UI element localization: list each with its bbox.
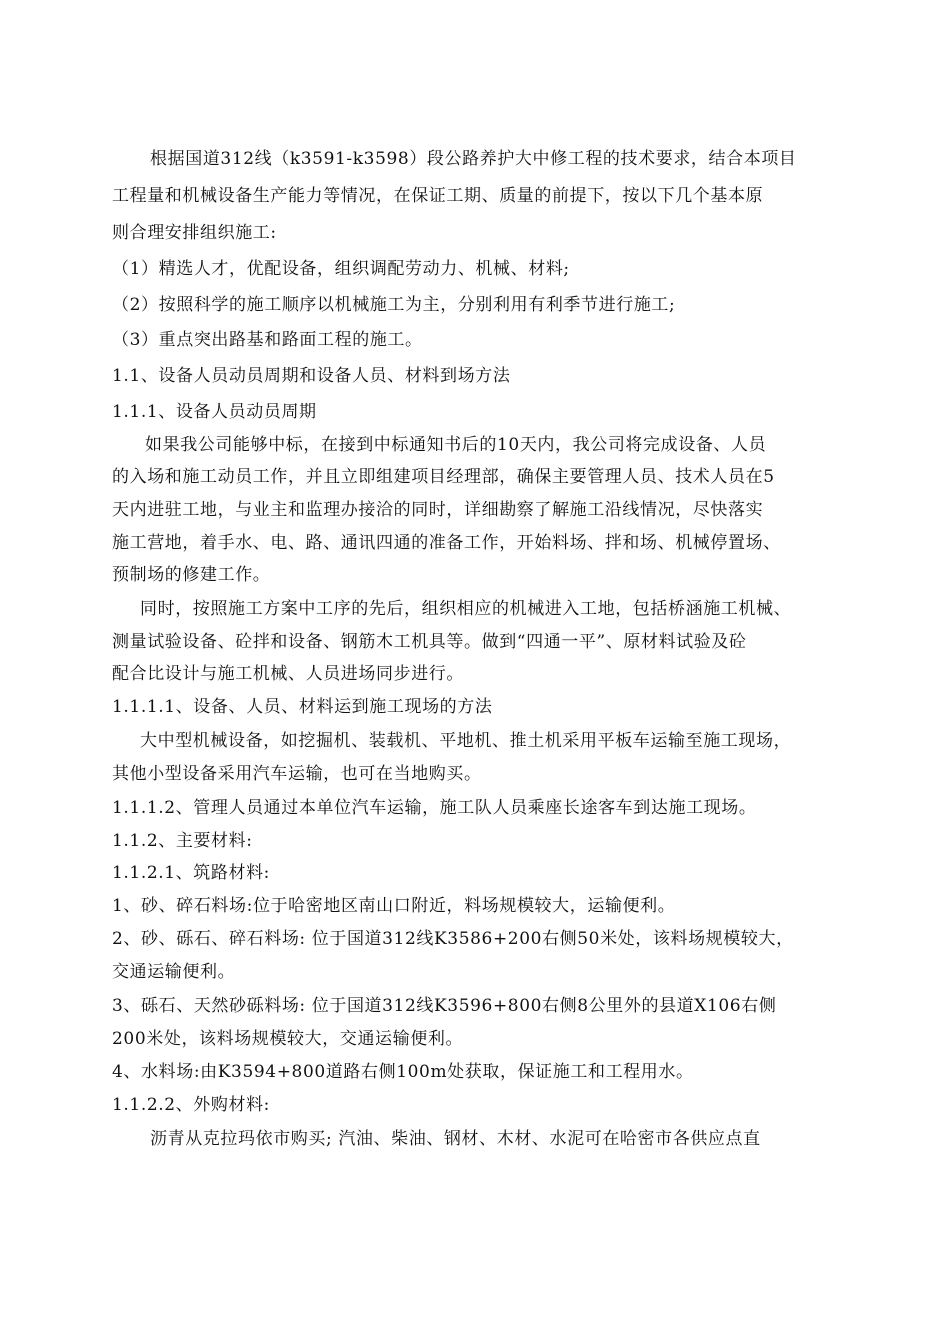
text-line: 的入场和施工动员工作，并且立即组建项目经理部，确保主要管理人员、技术人员在5 — [112, 467, 775, 487]
text-line: 交通运输便利。 — [112, 962, 236, 982]
text-line: 200米处，该料场规模较大，交通运输便利。 — [112, 1029, 464, 1049]
principle-item-2: （2）按照科学的施工顺序以机械施工为主，分别利用有利季节进行施工; — [112, 295, 676, 315]
section-heading-1-1: 1.1、设备人员动员周期和设备人员、材料到场方法 — [112, 366, 511, 386]
text-line: 施工营地，着手水、电、路、通讯四通的准备工作，开始料场、拌和场、机械停置场、 — [112, 533, 781, 553]
purchase-paragraph-line: 沥青从克拉玛依市购买; 汽油、柴油、钢材、木材、水泥可在哈密市各供应点直 — [150, 1129, 761, 1149]
material-item-4: 4、水料场:由K3594+800道路右侧100m处获取，保证施工和工程用水。 — [112, 1062, 694, 1082]
text-line: 大中型机械设备，如挖掘机、装载机、平地机、推土机采用平板车运输至施工现场， — [140, 731, 792, 751]
section-heading-1-1-1-2: 1.1.1.2、管理人员通过本单位汽车运输，施工队人员乘座长途客车到达施工现场。 — [112, 798, 757, 818]
text-line: 3、砾石、天然砂砾料场: 位于国道312线K3596+800右侧8公里外的县道X106右侧 — [112, 996, 777, 1016]
principle-item-1: （1）精选人才，优配设备，组织调配劳动力、机械、材料; — [112, 259, 570, 279]
text-line: 其他小型设备采用汽车运输，也可在当地购买。 — [112, 764, 482, 784]
text-line: 天内进驻工地，与业主和监理办接洽的同时，详细勘察了解施工沿线情况，尽快落实 — [112, 500, 764, 520]
text-line: 2、砂、砾石、碎石料场: 位于国道312线K3586+200右侧50米处，该料场规模较大， — [112, 929, 794, 949]
section-heading-1-1-2: 1.1.2、主要材料: — [112, 831, 253, 851]
principle-item-3: （3）重点突出路基和路面工程的施工。 — [112, 330, 423, 350]
section-heading-1-1-2-1: 1.1.2.1、筑路材料: — [112, 863, 271, 883]
text-line: 根据国道312线（k3591-k3598）段公路养护大中修工程的技术要求，结合本项目 — [150, 149, 797, 169]
text-line: 工程量和机械设备生产能力等情况，在保证工期、质量的前提下，按以下几个基本原 — [112, 186, 764, 206]
text-line: 配合比设计与施工机械、人员进场同步进行。 — [112, 664, 464, 684]
section-heading-1-1-1-1: 1.1.1.1、设备、人员、材料运到施工现场的方法 — [112, 697, 493, 717]
text-line: 则合理安排组织施工: — [112, 223, 277, 243]
section-heading-1-1-2-2: 1.1.2.2、外购材料: — [112, 1095, 271, 1115]
section-heading-1-1-1: 1.1.1、设备人员动员周期 — [112, 402, 317, 422]
text-line: 预制场的修建工作。 — [112, 565, 271, 585]
text-line: 测量试验设备、砼拌和设备、钢筋木工机具等。做到“四通一平”、原材料试验及砼 — [112, 632, 747, 652]
text-line: 如果我公司能够中标，在接到中标通知书后的10天内，我公司将完成设备、人员 — [145, 435, 767, 455]
material-item-1: 1、砂、碎石料场:位于哈密地区南山口附近，料场规模较大，运输便利。 — [112, 896, 676, 916]
text-line: 同时，按照施工方案中工序的先后，组织相应的机械进入工地，包括桥涵施工机械、 — [140, 599, 792, 619]
